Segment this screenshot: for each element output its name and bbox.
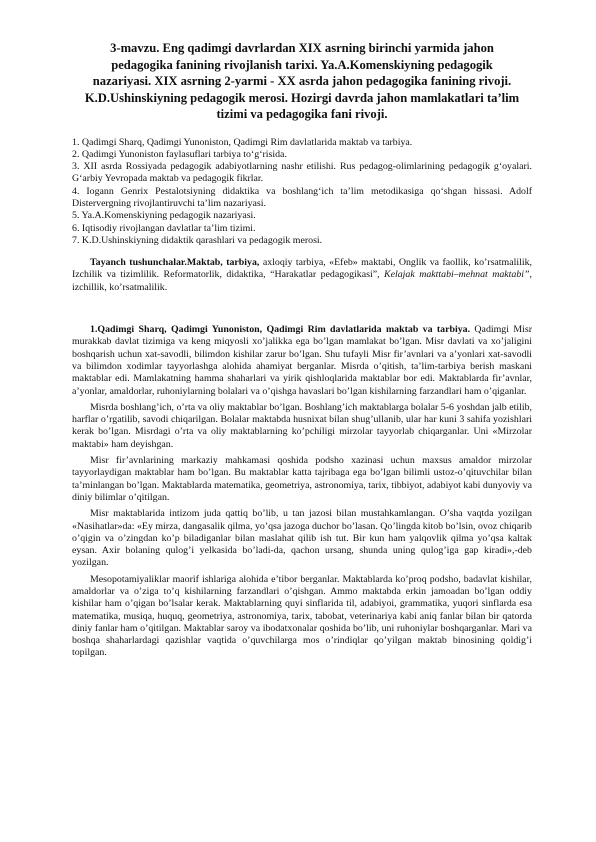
section-paragraph: Misr maktablarida intizom juda qattiq bo’lib, u tan jazosi bilan mustahkamlangan. O’sha vaqtda yozilgan «Nasihatlar»da: «Ey mirza, dangasalik qilma, yo’qsa jazoga duchor bo’lasan. Qo’lingda kitob bo’lsin, ovoz chiqarib o’qigin va o’zingdan ko’p biladiganlar bilan maslahat qilib ish tut. Bir kun ham yalqovlik qilma yo’qsa kaltak eysan. Axir bolaning qulog’i yelkasida bo’ladi-da, qachon ursang, shunda uning qulog’iga gap kiradi»,-deb yozilgan. — [72, 508, 532, 569]
list-item: 2. Qadimgi Yunoniston faylasuflari tarbiya to‘g‘risida. — [72, 148, 287, 160]
page-title: 3-mavzu. Eng qadimgi davrlardan XIX asrning birinchi yarmida jahon pedagogika fanining rivojlanish tarixi. Ya.A.Komenskiyning pedagogik nazariyasi. XIX asrning 2-yarmi - XX asrda jahon pedagogika fanining rivoji. K.D.Ushinskiyning pedagogik merosi. Hozirgi davrda jahon mamlakatlari ta’lim tizimi va pedagogika fani rivoji. — [84, 41, 520, 121]
section-paragraph: Mesopotamiyaliklar maorif ishlariga alohida e’tibor berganlar. Maktablarda ko’proq podsho, badavlat kishilar, amaldorlar va o’ziga to’q kishilarning farzandlari o’qishgan. Ammo maktabda erkin jamoadan bo’lgan oddiy kishilar ham o’qigan bo’lsalar kerak. Maktablarning quyi sinflarida til, adabiyoi, grammatika, yuqori sinflarda esa matematika, musiqa, huquq, geometriya, astronomiya, tarix, tabobat, veterinariya kabi aniq fanlar bilan bir qatorda diniy fanlar ham o’qitilgan. Maktablar saroy va ibodatxonalar qoshida bo’lib, uni ruhoniylar boshqarganlar. Mari va boshqa shaharlardagi qazishlar vaqtida o’quvchilarga mos o’rindiqlar qo’yilgan maktab binosining qoldig’i topilgan. — [72, 573, 532, 659]
list-item: 7. K.D.Ushinskiyning didaktik qarashlari va pedagogik merosi. — [72, 234, 323, 246]
topic-plan-list — [72, 137, 532, 248]
list-item: 5. Ya.A.Komenskiyning pedagogik nazariyasi. — [72, 210, 256, 222]
section-heading: 1.Qadimgi Sharq, Qadimgi Yunoniston, Qadimgi Rim davlatlarida maktab va tarbiya. — [90, 324, 471, 336]
keywords-paragraph — [72, 257, 532, 294]
section-paragraph — [72, 324, 532, 398]
keywords-text: axloqiy tarbiya, «Efeb» maktabi, Onglik va faollik, ko’rsatmalilik, Izchilik va tizimlilik. Reformatorlik, didaktika, “Harakatlar pedagogikasi”, — [72, 257, 532, 281]
keywords-tail: izchillik, ko’rsatmalilik. — [72, 281, 168, 293]
list-item: 3. XII asrda Rossiyada pedagogik adabiyotlarning nashr etilishi. Rus pedagog-olimlarining pedagogik g‘oyalari. G‘arbiy Yevropada maktab va pedagogik fikrlar. — [72, 161, 532, 185]
section-paragraph: Misrda boshlang’ich, o’rta va oliy maktablar bo’lgan. Boshlang’ich maktablarga bolalar 5-6 yoshdan jalb etilib, harflar o’rgatilib, savodi chiqarilgan. Bolalar maktabda husnixat bilan shug’ullanib, ular har kuni 3 sahifa yozishlari kerak bo’lgan. Misrdagi o’rta va oliy maktablarning ko’pchiligi mirzolar tayyorlab chiqarganlar. Uni «Mirzolar maktabi» ham deyishgan. — [72, 401, 532, 450]
list-item: 4. Iogann Genrix Pestalotsiyning didaktika va boshlang‘ich ta’lim metodikasiga qo‘shgan hissasi. Adolf Distervergning rivojlantiruvchi ta’lim nazariyasi. — [72, 185, 532, 209]
list-item: 6. Iqtisodiy rivojlangan davlatlar ta’lim tizimi. — [72, 222, 256, 234]
section-text: Qadimgi Misr murakkab davlat tizimiga va keng miqyosli xo’jalikka ega bo’lgan mamlakat bo’lgan. Misr davlati va xo’jaligini boshqarish uchun xat-savodli, bilimdon kishilar zarur bo’lgan. Shu tufayli Misr fir’avnlari va a’yonlari xat-savodli va bilimdon xodimlar tayyorlashga alohida ahamiyat berganlar. Misrda o’qitish, ta’lim-tarbiya berish maskani maktablar edi. Mamlakatning hamma shaharlari va yirik qishloqlarida maktablar bor edi. Maktablarda fir’avnlar, a’yonlar, amaldorlar, ruhoniylarning bolalari va o’qishga havaslari bo’lgan kishilarning farzandlari ham o’qiganlar. — [72, 324, 532, 397]
keywords-label: Tayanch tushunchalar.Maktab, tarbiya, — [90, 257, 260, 269]
section-paragraph: Misr fir’avnlarining markaziy mahkamasi qoshida podsho xazinasi uchun maxsus amaldor mirzolar tayyorlaydigan maktablar ham bo’lgan. Bu maktablar katta tajribaga ega bo’lgan bilimli ustoz-o’qituvchilar bilan ta’minlangan bo’lgan. Maktablarda matematika, geometriya, astronomiya, tarix, tibbiyot, adabiyot kabi dunyoviy va diniy bilimlar o’qitilgan. — [72, 455, 532, 503]
list-item: 1. Qadimgi Sharq, Qadimgi Yunoniston, Qadimgi Rim davlatlarida maktab va tarbiya. — [72, 136, 413, 148]
keywords-italic: Kelajak makttabi–mehnat maktabi”, — [384, 269, 532, 281]
